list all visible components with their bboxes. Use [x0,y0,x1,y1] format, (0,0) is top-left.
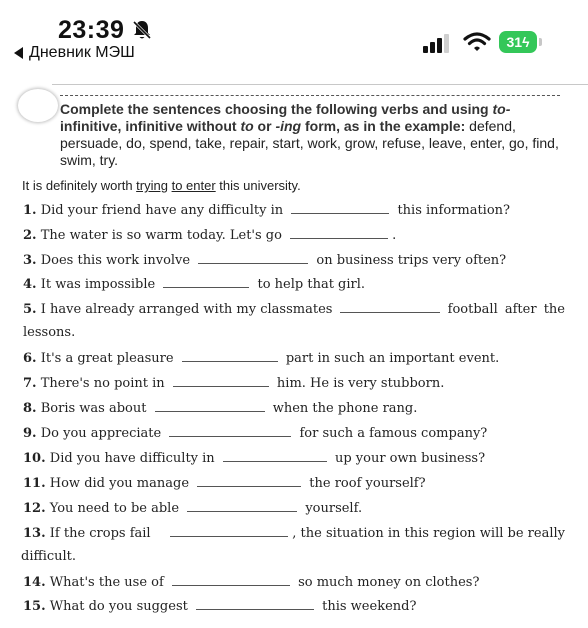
sentence-text: . [392,228,397,243]
instruction-part: or [253,118,276,134]
sentence-number: 11. [23,476,46,491]
exercise-instruction [60,101,565,169]
answer-blank [223,451,327,462]
cellular-signal-icon [422,33,450,53]
answer-blank [187,501,297,512]
sentence-lead [23,302,332,317]
sentence-text: so much money on clothes? [298,575,480,590]
answer-blank [291,203,389,214]
sentence-text: to help that girl. [257,277,366,292]
battery-cap [539,38,542,46]
example-answer: to enter [171,178,216,193]
instruction-italic: to- [492,101,511,117]
answer-blank [197,476,301,487]
instruction-italic: to [240,118,254,134]
bell-off-icon [131,19,153,41]
answer-blank [290,228,388,239]
instruction-rule [60,95,560,96]
sentence-text: for such a famous company? [299,426,488,441]
sentence-text: What's the use of [49,575,164,590]
charging-bolt-icon: ϟ [522,34,530,50]
instruction-part: infinitive, infinitive without [60,118,241,134]
sentence-2 [23,228,396,243]
sentence-text: There's no point in [40,376,165,391]
wifi-icon [463,31,491,53]
answer-blank [172,575,290,586]
sentence-text: The water is so warm today. Let's go [40,228,282,243]
sentence-number: 10. [23,451,46,466]
sentence-text: It's a great pleasure [40,351,174,366]
sentence-text: up your own business? [334,451,486,466]
sentence-5-continuation: lessons. [23,325,76,340]
sentence-number: 6. [23,351,37,366]
page-edge-divider [52,84,588,85]
sentence-text: You need to be able [49,501,180,516]
answer-blank [198,253,308,264]
sentence-8 [23,401,417,416]
sentence-number: 12. [23,501,46,516]
sentence-14 [23,575,479,590]
sentence-text: If the crops fail [49,526,151,541]
back-arrow-icon [14,47,23,59]
sentence-number: 14. [23,575,46,590]
sentence-text: when the phone rang. [272,401,418,416]
instruction-part: form, as in the example: [301,118,466,134]
sentence-text: the roof yourself? [309,476,426,491]
sentence-number: 5. [23,302,37,317]
back-app-label: Дневник МЭШ [29,44,135,61]
sentence-text: What do you suggest [49,599,188,614]
status-bar [0,0,588,72]
sentence-text: part in such an important event. [285,351,500,366]
sentence-text: Did your friend have any difficulty in [40,203,284,218]
sentence-text: , the situation in this region will be really [292,526,565,541]
sentence-text: yourself. [305,501,363,516]
sentence-15 [23,599,416,614]
battery-indicator [499,31,537,53]
instruction-italic: -ing [275,118,302,134]
example-text: It is definitely worth [22,178,137,193]
sentence-number: 1. [23,203,37,218]
sentence-text: Did you have difficulty in [49,451,215,466]
sentence-text: Do you appreciate [40,426,162,441]
sentence-line [23,302,565,317]
example-text: this university. [215,178,301,193]
sentence-text: Does this work involve [40,253,191,268]
verb-list: defend, persuade, do, spend, take, repair, start, work, grow, refuse, leave, enter, go, find, swim, try. [60,118,559,168]
answer-blank [182,351,278,362]
sentence-11 [23,476,426,491]
answer-blank [170,526,288,537]
sentence-13-continuation: difficult. [21,549,77,564]
sentence-7 [23,376,444,391]
sentence-tail [166,526,565,541]
clock: 23:39 [58,16,125,44]
sentence-text: on business trips very often? [316,253,507,268]
sentence-text: him. He is very stubborn. [276,376,445,391]
sentence-line [23,526,565,541]
answer-blank [173,376,269,387]
sentence-number: 7. [23,376,37,391]
sentence-6 [23,351,499,366]
sentence-number: 2. [23,228,37,243]
sentence-4 [23,277,365,292]
sentence-number: 8. [23,401,37,416]
battery-level: 31 [506,34,523,50]
sentence-text: football after the [447,302,565,317]
answer-blank [163,277,249,288]
sentence-5 [23,302,565,317]
answer-blank [196,599,314,610]
answer-blank [155,401,265,412]
sentence-lead [23,526,151,541]
sentence-number: 3. [23,253,37,268]
sentence-number: 4. [23,277,37,292]
sentence-1 [23,203,510,218]
answer-blank [340,302,440,313]
sentence-text: this information? [397,203,511,218]
exercise-number-blob [18,89,58,122]
sentence-text: this weekend? [322,599,417,614]
back-to-app-button[interactable] [14,44,135,62]
sentence-number: 9. [23,426,37,441]
sentence-10 [23,451,485,466]
sentence-13 [23,526,565,541]
sentence-number: 15. [23,599,46,614]
sentence-text: It was impossible [40,277,156,292]
example-sentence [22,178,301,193]
sentence-3 [23,253,506,268]
sentence-12 [23,501,362,516]
sentence-text: I have already arranged with my classmates [40,302,333,317]
answer-blank [169,426,291,437]
instruction-part: Complete the sentences choosing the following verbs and using [60,101,493,117]
example-answer: trying [136,178,168,193]
sentence-text: How did you manage [49,476,190,491]
sentence-number: 13. [23,526,46,541]
sentence-9 [23,426,487,441]
sentence-text: Boris was about [40,401,147,416]
